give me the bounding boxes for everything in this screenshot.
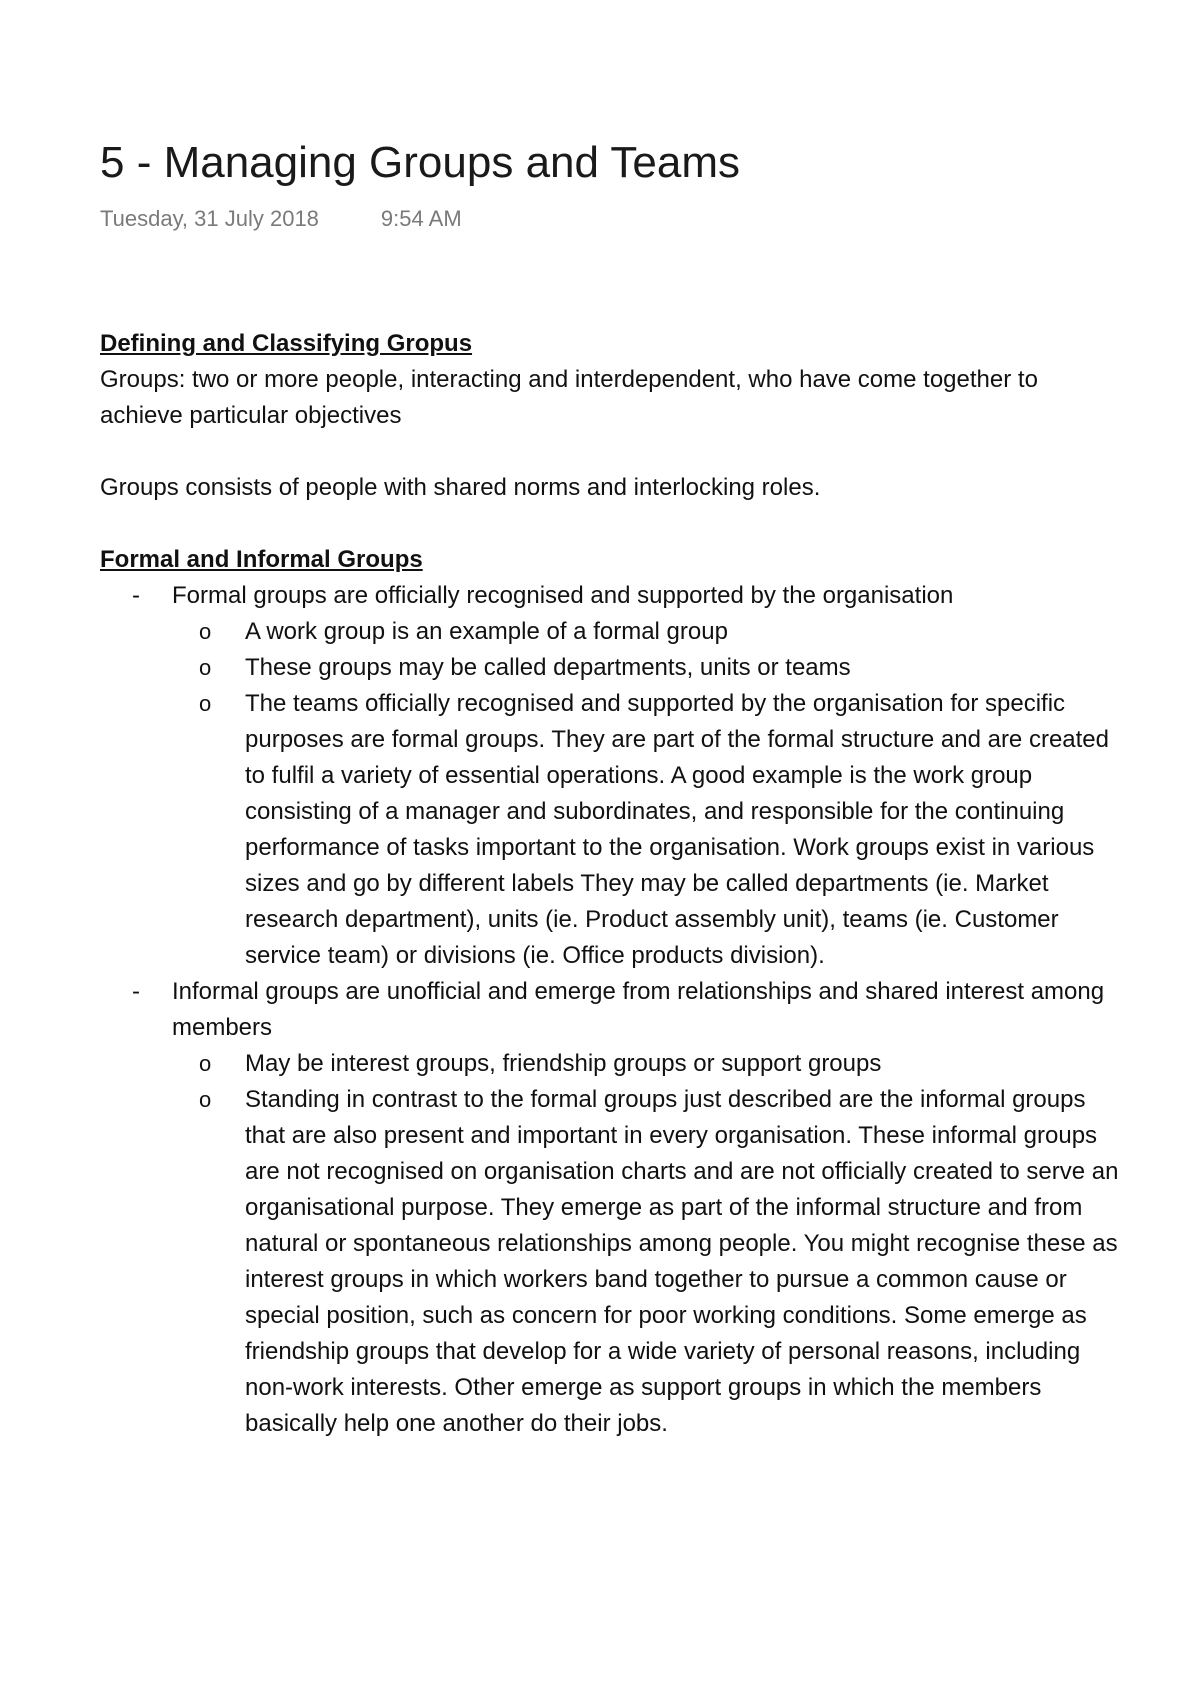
sublist-item [199, 1082, 1120, 1442]
informal-sublist [172, 1046, 1120, 1442]
page-title: 5 - Managing Groups and Teams [100, 138, 740, 187]
group-types-list [100, 578, 1120, 1442]
list-item-formal [132, 578, 1120, 974]
list-item-informal [132, 974, 1120, 1442]
circle-bullet: o [199, 1051, 212, 1076]
sublist-item-text: May be interest groups, friendship groups or support groups [245, 1050, 882, 1077]
spacer [100, 506, 1120, 542]
sublist-item-text: A work group is an example of a formal group [245, 618, 728, 645]
circle-bullet: o [199, 691, 212, 716]
sublist-item [199, 1046, 1120, 1082]
section-heading-formal-informal: Formal and Informal Groups [100, 546, 423, 573]
definition-paragraph: Groups: two or more people, interacting and interdependent, who have come together to achieve particular objectives [100, 366, 1038, 429]
sublist-item-text: These groups may be called departments, units or teams [245, 654, 851, 681]
sublist-item [199, 686, 1120, 974]
list-item-text: Informal groups are unofficial and emerge from relationships and shared interest among members [172, 978, 1105, 1041]
list-item-text: Formal groups are officially recognised and supported by the organisation [172, 582, 954, 609]
section-heading-defining: Defining and Classifying Gropus [100, 330, 473, 357]
sublist-item-text: Standing in contrast to the formal groups just described are the informal groups that are also present and important in every organisation. These informal groups are not recognised on organisation charts and are not officially created to serve an organisational purpose. They emerge as part of the informal structure and from natural or spontaneous relationships among people. You might recognise these as interest groups in which workers band together to pursue a common cause or special position, such as concern for poor working conditions. Some emerge as friendship groups that develop for a wide variety of personal reasons, including non-work interests. Other emerge as support groups in which the members basically help one another do their jobs. [245, 1086, 1119, 1437]
formal-sublist [172, 614, 1120, 974]
dash-bullet: - [132, 978, 140, 1005]
page-time: 9:54 AM [380, 206, 462, 231]
circle-bullet: o [199, 619, 212, 644]
sublist-item-text: The teams officially recognised and supported by the organisation for specific purposes are formal groups. They are part of the formal structure and are created to fulfil a variety of essential operations. A good example is the work group consisting of a manager and subordinates, and responsible for the continuing performance of tasks important to the organisation. Work groups exist in various sizes and go by different labels They may be called departments (ie. Market research department), units (ie. Product assembly unit), teams (ie. Customer service team) or divisions (ie. Office products division). [245, 690, 1109, 969]
circle-bullet: o [199, 1087, 212, 1112]
norms-paragraph: Groups consists of people with shared norms and interlocking roles. [100, 474, 821, 501]
circle-bullet: o [199, 655, 212, 680]
note-content [100, 326, 1120, 1442]
dash-bullet: - [132, 582, 140, 609]
spacer [100, 434, 1120, 470]
sublist-item [199, 650, 1120, 686]
sublist-item [199, 614, 1120, 650]
page-meta [100, 204, 462, 234]
page-date: Tuesday, 31 July 2018 [100, 206, 319, 231]
